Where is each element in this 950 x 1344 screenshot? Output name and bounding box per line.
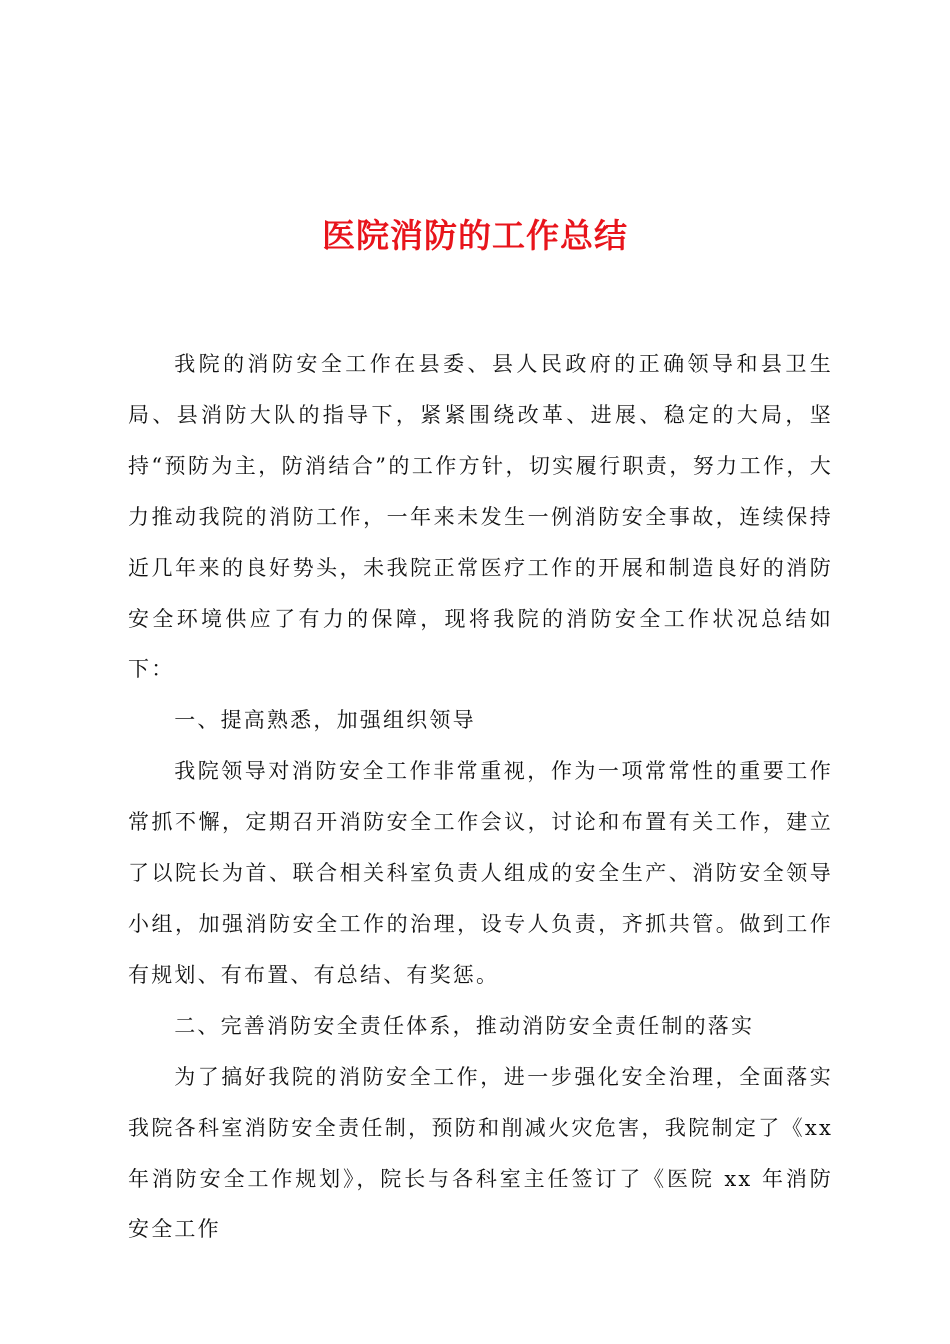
paragraph-intro: 我院的消防安全工作在县委、县人民政府的正确领导和县卫生局、县消防大队的指导下，紧紧围绕改革、进展、稳定的大局，坚持“预防为主，防消结合”的工作方针，切实履行职责，努力工作，大力推动我院的消防工作，一年来未发生一例消防安全事故，连续保持近几年来的良好势头，未我院正常医疗工作的开展和制造良好的消防安全环境供应了有力的保障，现将我院的消防安全工作状况总结如下： [128, 352, 833, 682]
document-body [128, 339, 833, 1255]
paragraph-section-2: 为了搞好我院的消防安全工作，进一步强化安全治理，全面落实我院各科室消防安全责任制，预防和削减火灾危害，我院制定了《xx年消防安全工作规划》，院长与各科室主任签订了《医院 xx 年消防安全工作 [128, 1064, 833, 1242]
section-heading-2: 二、完善消防安全责任体系，推动消防安全责任制的落实 [174, 1013, 755, 1038]
paragraph-section-1: 我院领导对消防安全工作非常重视，作为一项常常性的重要工作常抓不懈，定期召开消防安全工作会议，讨论和布置有关工作，建立了以院长为首、联合相关科室负责人组成的安全生产、消防安全领导小组，加强消防安全工作的治理，设专人负责，齐抓共管。做到工作有规划、有布置、有总结、有奖惩。 [128, 759, 833, 987]
document-title: 医院消防的工作总结 [322, 216, 628, 255]
section-heading-1: 一、提高熟悉，加强组织领导 [174, 708, 476, 733]
